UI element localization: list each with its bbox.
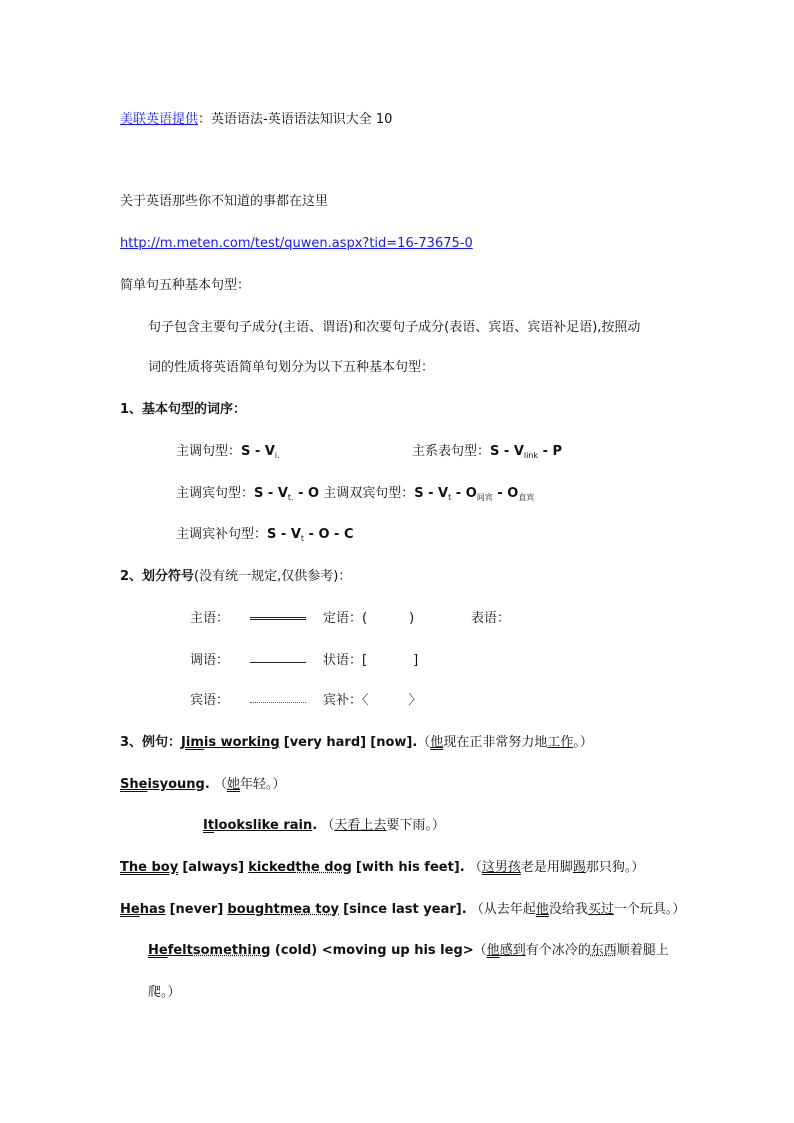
section-1-heading: 1、基本句型的词序： (120, 402, 247, 417)
provider-link[interactable]: 美联英语提供 (120, 112, 199, 127)
example-6-continued: 爬。） (148, 985, 181, 1000)
url-link[interactable]: http://m.meten.com/test/quwen.aspx?tid=16-73675-0 (120, 236, 473, 251)
document-title: ：英语语法-英语语法知识大全 10 (198, 112, 393, 127)
paragraph-line-1: 句子包含主要句子成分(主语、谓语)和次要句子成分(表语、宾语、宾语补足语),按照动 (148, 320, 641, 335)
legend-object-dotted-line (250, 702, 306, 703)
section-title: 简单句五种基本句型： (120, 278, 251, 293)
legend-subject: 主语： (190, 611, 230, 626)
pattern-svoc: 主调宾补句型：S - $V_t$ - O - C (176, 527, 354, 543)
legend-object: 宾语： (190, 693, 230, 708)
pattern-svo: 主调宾句型：S - $V_{t.}$ - O 主调双宾句型：S - $V_t - O_{间宾} - O_{直宾}$ (176, 486, 535, 502)
pattern-svp: 主系表句型：S - $V_{link}$ - P (412, 444, 563, 460)
header-line (120, 111, 392, 129)
example-5: Hehas [never] boughtmea toy [since last year]. （从去年起他没给我买过一个玩具。） (120, 902, 686, 917)
legend-subject-double-line (250, 617, 306, 620)
example-6: Hefeltsomething (cold) <moving up his leg>（他感到有个冰冷的东西顺着腿上 (148, 943, 669, 958)
legend-predicate: 调语： (190, 653, 230, 668)
paragraph-line-2: 词的性质将英语简单句划分为以下五种基本句型： (148, 360, 435, 375)
example-2: Sheisyoung. （她年轻。） (120, 777, 286, 792)
legend-adverbial: 状语：[ ] (323, 653, 419, 668)
legend-attribute: 定语：( ) (323, 611, 415, 626)
section-2-heading: 2、划分符号(没有统一规定,仅供参考)： (120, 569, 352, 584)
legend-complement: 宾补：〈 〉 (323, 693, 422, 708)
pattern-sv: 主调句型：S - $V_{i.}$ (176, 444, 280, 460)
example-1: 3、例句：Jimis working [very hard] [now].（他现在正非常努力地工作。） (120, 735, 593, 750)
intro-text: 关于英语那些你不知道的事都在这里 (120, 194, 329, 209)
legend-predicative: 表语： (471, 611, 511, 626)
legend-predicate-solid-line (250, 662, 306, 663)
example-4: The boy [always] kickedthe dog [with his feet]. （这男孩老是用脚踢那只狗。） (120, 860, 645, 875)
example-3: Itlookslike rain. （天看上去要下雨。） (203, 818, 445, 833)
